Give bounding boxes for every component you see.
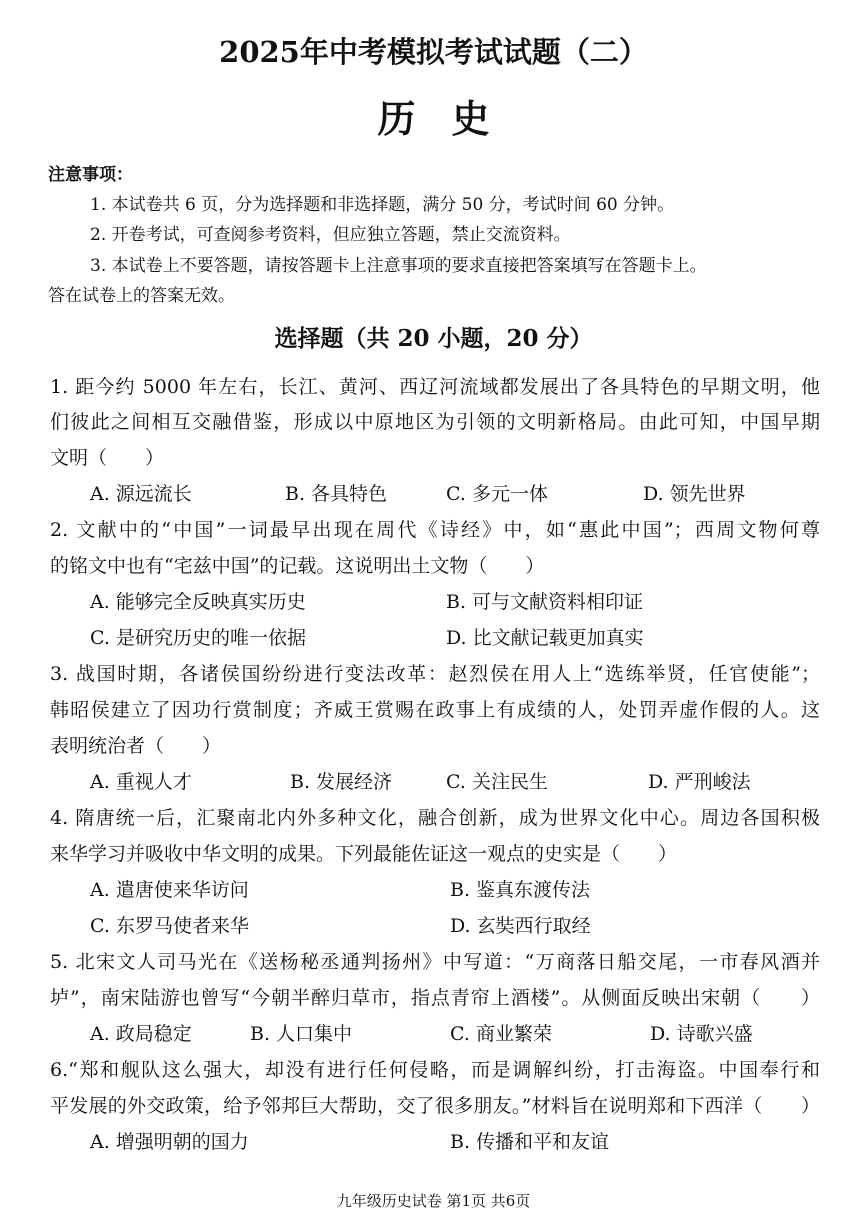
question-4-option-d: D. 玄奘西行取经 [450,915,591,937]
question-2-option-d: D. 比文献记载更加真实 [446,627,644,649]
question-5-option-d: D. 诗歌兴盛 [650,1023,753,1045]
page-footer: 九年级历史试卷 第1页 共6页 [336,1192,531,1210]
question-2-option-a: A. 能够完全反映真实历史 [90,591,306,613]
question-5-line-2: 垆”，南宋陆游也曾写“今朝半醉归草市，指点青帘上酒楼”。从侧面反映出宋朝（ ） [50,987,820,1009]
exam-title: 2025年中考模拟考试试题（二） [219,35,648,69]
question-3-option-d: D. 严刑峻法 [648,771,751,793]
question-6-line-2: 平发展的外交政策，给予邻邦巨大帮助，交了很多朋友。”材料旨在说明郑和下西洋（ ） [50,1095,820,1117]
question-3-option-a: A. 重视人才 [90,771,192,793]
question-1-line-2: 们彼此之间相互交融借鉴，形成以中原地区为引领的文明新格局。由此可知，中国早期 [50,411,820,433]
question-5-option-a: A. 政局稳定 [90,1023,192,1045]
notice-item-3-cont: 答在试卷上的答案无效。 [48,286,235,306]
question-1-option-a: A. 源远流长 [90,483,192,505]
question-6-line-1: 6.“郑和舰队这么强大，却没有进行任何侵略，而是调解纠纷，打击海盗。中国奉行和 [50,1059,820,1081]
question-2-line-2: 的铭文中也有“宅兹中国”的记载。这说明出土文物（ ） [50,555,545,577]
section-title: 选择题（共 20 小题，20 分） [274,325,593,352]
question-2-option-c: C. 是研究历史的唯一依据 [90,627,306,649]
question-6-option-a: A. 增强明朝的国力 [90,1131,249,1153]
question-4-line-1: 4. 隋唐统一后，汇聚南北内外多种文化，融合创新，成为世界文化中心。周边各国积极 [50,807,820,829]
question-1-option-d: D. 领先世界 [643,483,746,505]
question-5-option-b: B. 人口集中 [250,1023,353,1045]
question-2-option-b: B. 可与文献资料相印证 [446,591,644,613]
notice-item-1: 1. 本试卷共 6 页，分为选择题和非选择题，满分 50 分，考试时间 60 分钟。 [90,195,675,215]
question-1-line-1: 1. 距今约 5000 年左右，长江、黄河、西辽河流域都发展出了各具特色的早期文明，他 [50,376,820,398]
notice-heading: 注意事项： [48,165,133,185]
subject-title: 历史 [377,96,526,141]
question-4-option-c: C. 东罗马使者来华 [90,915,249,937]
question-4-option-b: B. 鉴真东渡传法 [450,879,591,901]
question-3-option-b: B. 发展经济 [290,771,393,793]
notice-item-2: 2. 开卷考试，可查阅参考资料，但应独立答题，禁止交流资料。 [90,225,571,245]
question-1-line-3: 文明（ ） [50,447,165,469]
question-3-option-c: C. 关注民生 [446,771,548,793]
question-4-line-2: 来华学习并吸收中华文明的成果。下列最能佐证这一观点的史实是（ ） [50,843,678,865]
question-3-line-1: 3. 战国时期，各诸侯国纷纷进行变法改革：赵烈侯在用人上“选练举贤，任官使能”； [50,663,820,685]
question-6-option-b: B. 传播和平和友谊 [450,1131,610,1153]
question-5-line-1: 5. 北宋文人司马光在《送杨秘丞通判扬州》中写道：“万商落日船交尾，一市春风酒并 [50,951,820,973]
notice-item-3: 3. 本试卷上不要答题，请按答题卡上注意事项的要求直接把答案填写在答题卡上。 [90,256,707,276]
question-2-line-1: 2. 文献中的“中国”一词最早出现在周代《诗经》中，如“惠此中国”；西周文物何尊 [50,519,820,541]
question-4-option-a: A. 遣唐使来华访问 [90,879,249,901]
question-3-line-3: 表明统治者（ ） [50,735,222,757]
question-1-option-c: C. 多元一体 [446,483,548,505]
question-3-line-2: 韩昭侯建立了因功行赏制度；齐威王赏赐在政事上有成绩的人，处罚弄虚作假的人。这 [50,699,820,721]
question-1-option-b: B. 各具特色 [285,483,388,505]
question-5-option-c: C. 商业繁荣 [450,1023,552,1045]
